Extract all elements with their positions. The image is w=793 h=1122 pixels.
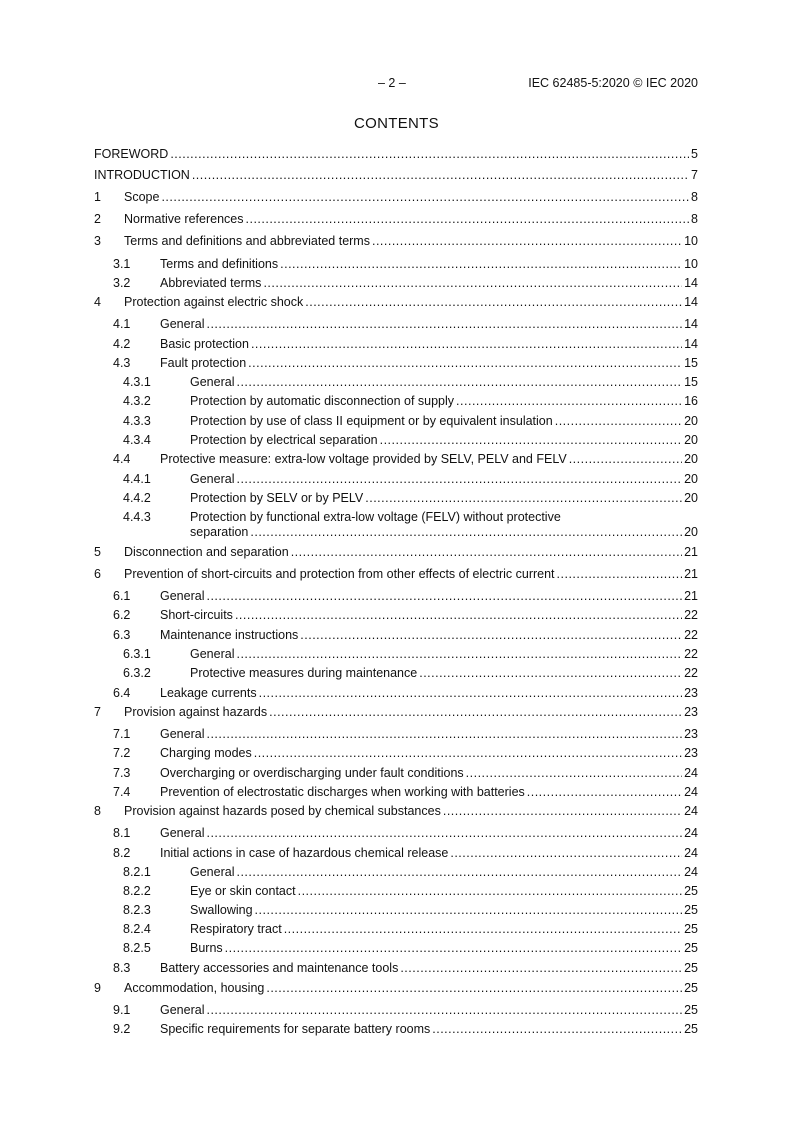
toc-entry-page: 24 (684, 846, 698, 860)
dot-leader (254, 746, 682, 761)
dot-leader (432, 1022, 682, 1037)
toc-entry-number: 2 (94, 212, 101, 226)
toc-entry-number: 6 (94, 567, 101, 581)
toc-entry-page: 20 (684, 414, 698, 428)
toc-entry-page: 25 (684, 941, 698, 955)
toc-entry[interactable] (94, 903, 698, 918)
toc-entry-number: 5 (94, 545, 101, 559)
toc-entry-page: 21 (684, 589, 698, 603)
toc-entry[interactable] (94, 356, 698, 371)
dot-leader (269, 705, 682, 720)
dot-leader (557, 567, 683, 582)
toc-entry-number: 8.3 (113, 961, 131, 975)
toc-entry-number: 7.1 (113, 727, 131, 741)
toc-entry-number: 8.2.1 (123, 865, 151, 879)
toc-entry[interactable] (94, 190, 698, 205)
toc-entry-page: 24 (684, 826, 698, 840)
dot-leader (206, 589, 682, 604)
toc-entry[interactable] (94, 727, 698, 742)
toc-entry-number: 6.2 (113, 608, 131, 622)
toc-entry-page: 25 (684, 922, 698, 936)
dot-leader (236, 865, 682, 880)
toc-entry-page: 7 (691, 168, 698, 182)
toc-entry-title: FOREWORD (94, 147, 169, 161)
toc-entry-number: 1 (94, 190, 101, 204)
toc-entry-title: General (160, 589, 205, 603)
toc-entry-title: Protection by electrical separation (190, 433, 378, 447)
toc-entry-number: 3 (94, 234, 101, 248)
dot-leader (246, 212, 690, 227)
toc-entry[interactable] (94, 941, 698, 956)
toc-entry[interactable] (94, 826, 698, 841)
toc-entry-page: 25 (684, 884, 698, 898)
toc-entry-title: Charging modes (160, 746, 252, 760)
toc-entry[interactable] (94, 589, 698, 604)
dot-leader (280, 257, 682, 272)
toc-entry[interactable] (94, 212, 698, 227)
toc-entry[interactable] (94, 628, 698, 643)
toc-entry[interactable] (94, 276, 698, 291)
dot-leader (291, 545, 682, 560)
dot-leader (170, 147, 689, 162)
toc-entry[interactable] (94, 147, 698, 162)
toc-entry-title: General (190, 865, 235, 879)
toc-entry-page: 24 (684, 804, 698, 818)
toc-entry-number: 7.4 (113, 785, 131, 799)
toc-entry-page: 24 (684, 865, 698, 879)
toc-entry-title: Terms and definitions and abbreviated terms (124, 234, 370, 248)
toc-entry[interactable] (94, 414, 698, 429)
toc-entry-title: General (160, 727, 205, 741)
toc-entry-title: Specific requirements for separate battery rooms (160, 1022, 431, 1036)
toc-entry-title: INTRODUCTION (94, 168, 190, 182)
toc-entry-page: 23 (684, 727, 698, 741)
toc-entry-number: 8.2.2 (123, 884, 151, 898)
toc-entry[interactable] (94, 608, 698, 623)
toc-entry[interactable] (94, 433, 698, 448)
toc-entry-page: 14 (684, 276, 698, 290)
toc-entry[interactable] (94, 452, 698, 467)
dot-leader (225, 941, 682, 956)
toc-entry-number: 8.2.4 (123, 922, 151, 936)
toc-entry-title: Protection by use of class II equipment or by equivalent insulation (190, 414, 553, 428)
dot-leader (235, 608, 682, 623)
toc-entry-page: 14 (684, 317, 698, 331)
toc-entry-title: Scope (124, 190, 160, 204)
toc-entry-title: Protection by automatic disconnection of supply (190, 394, 455, 408)
toc-entry[interactable] (94, 865, 698, 880)
toc-entry[interactable] (94, 981, 698, 996)
dot-leader (372, 234, 682, 249)
dot-leader (206, 317, 682, 332)
toc-entry-page: 22 (684, 647, 698, 661)
toc-entry-title: General (190, 375, 235, 389)
toc-entry-number: 8.1 (113, 826, 131, 840)
toc-entry-title: Overcharging or overdischarging under fault conditions (160, 766, 464, 780)
toc-entry-number: 4.4.2 (123, 491, 151, 505)
toc-entry[interactable] (94, 804, 698, 819)
toc-entry-page: 10 (684, 234, 698, 248)
toc-entry-number: 4.3 (113, 356, 131, 370)
toc-entry[interactable] (94, 961, 698, 976)
toc-entry-number: 8 (94, 804, 101, 818)
toc-entry-title: Disconnection and separation (124, 545, 289, 559)
toc-entry[interactable] (94, 766, 698, 781)
toc-entry-page: 22 (684, 666, 698, 680)
dot-leader (250, 525, 682, 540)
toc-entry-title: Fault protection (160, 356, 247, 370)
toc-entry-page: 23 (684, 705, 698, 719)
dot-leader (466, 766, 682, 781)
toc-entry-page: 15 (684, 375, 698, 389)
dot-leader (206, 1003, 682, 1018)
toc-entry[interactable] (94, 510, 698, 540)
dot-leader (569, 452, 682, 467)
toc-entry-number: 4.4.3 (123, 510, 151, 524)
toc-entry[interactable] (94, 746, 698, 761)
toc-entry[interactable] (94, 922, 698, 937)
toc-entry-page: 20 (684, 491, 698, 505)
dot-leader (206, 826, 682, 841)
toc-entry-page: 5 (691, 147, 698, 161)
toc-entry-title: Accommodation, housing (124, 981, 265, 995)
toc-entry-number: 6.3 (113, 628, 131, 642)
dot-leader (555, 414, 682, 429)
page-number: – 2 – (378, 76, 406, 90)
toc-entry-page: 8 (691, 190, 698, 204)
toc-entry-page: 15 (684, 356, 698, 370)
toc-entry-number: 4.3.4 (123, 433, 151, 447)
toc-entry-title: Protective measures during maintenance (190, 666, 418, 680)
toc-entry-title: Basic protection (160, 337, 249, 351)
toc-entry-title: Swallowing (190, 903, 253, 917)
toc-entry-page: 22 (684, 628, 698, 642)
toc-entry-number: 4.3.2 (123, 394, 151, 408)
toc-entry-number: 7.3 (113, 766, 131, 780)
toc-entry-title: Prevention of electrostatic discharges when working with batteries (160, 785, 525, 799)
toc-entry-title: Initial actions in case of hazardous chemical release (160, 846, 449, 860)
toc-entry-title: Provision against hazards (124, 705, 268, 719)
toc-entry-title: General (190, 647, 235, 661)
toc-entry-title: Battery accessories and maintenance tools (160, 961, 399, 975)
dot-leader (236, 375, 682, 390)
toc-entry-number: 7.2 (113, 746, 131, 760)
toc-entry-title: Abbreviated terms (160, 276, 262, 290)
toc-entry-number: 8.2 (113, 846, 131, 860)
toc-entry-number: 4.4.1 (123, 472, 151, 486)
dot-leader (248, 356, 682, 371)
toc-entry-number: 4.3.1 (123, 375, 151, 389)
toc-entry[interactable] (94, 257, 698, 272)
toc-entry-page: 14 (684, 295, 698, 309)
dot-leader (527, 785, 682, 800)
toc-entry-number: 4.2 (113, 337, 131, 351)
toc-entry-title: Prevention of short-circuits and protection from other effects of electric current (124, 567, 555, 581)
toc-entry-number: 8.2.3 (123, 903, 151, 917)
toc-entry[interactable] (94, 234, 698, 249)
dot-leader (161, 190, 689, 205)
dot-leader (305, 295, 682, 310)
toc-entry[interactable] (94, 1003, 698, 1018)
toc-entry-title: General (190, 472, 235, 486)
toc-entry-page: 24 (684, 785, 698, 799)
toc-entry-page: 10 (684, 257, 698, 271)
toc-entry-page: 22 (684, 608, 698, 622)
dot-leader (365, 491, 682, 506)
dot-leader (450, 846, 682, 861)
toc-entry-page: 25 (684, 961, 698, 975)
toc-entry-page: 20 (684, 525, 698, 539)
toc-entry-number: 8.2.5 (123, 941, 151, 955)
dot-leader (300, 628, 682, 643)
toc-entry-number: 6.4 (113, 686, 131, 700)
toc-entry[interactable] (94, 666, 698, 681)
dot-leader (251, 337, 682, 352)
dot-leader (236, 647, 682, 662)
dot-leader (284, 922, 682, 937)
toc-entry-number: 6.1 (113, 589, 131, 603)
dot-leader (266, 981, 682, 996)
toc-entry-page: 21 (684, 567, 698, 581)
toc-entry-number: 4 (94, 295, 101, 309)
toc-entry[interactable] (94, 375, 698, 390)
toc-entry-number: 4.4 (113, 452, 131, 466)
toc-entry[interactable] (94, 317, 698, 332)
toc-entry[interactable] (94, 472, 698, 487)
toc-entry[interactable] (94, 647, 698, 662)
toc-entry[interactable] (94, 337, 698, 352)
dot-leader (380, 433, 682, 448)
toc-entry-number: 4.3.3 (123, 414, 151, 428)
toc-entry-title: Protection by SELV or by PELV (190, 491, 364, 505)
toc-entry-title: Maintenance instructions (160, 628, 299, 642)
toc-entry-page: 23 (684, 746, 698, 760)
toc-entry-title: Provision against hazards posed by chemical substances (124, 804, 441, 818)
toc-entry[interactable] (94, 545, 698, 560)
toc-entry-page: 23 (684, 686, 698, 700)
toc-entry-page: 25 (684, 903, 698, 917)
toc-entry-page: 21 (684, 545, 698, 559)
toc-entry-number: 6.3.2 (123, 666, 151, 680)
toc-entry-page: 20 (684, 433, 698, 447)
dot-leader (192, 168, 689, 183)
toc-entry-number: 7 (94, 705, 101, 719)
dot-leader (456, 394, 682, 409)
toc-entry-title: Short-circuits (160, 608, 233, 622)
toc-entry-title: Protective measure: extra-low voltage provided by SELV, PELV and FELV (160, 452, 567, 466)
dot-leader (263, 276, 682, 291)
toc-entry-title: Terms and definitions (160, 257, 279, 271)
toc-entry-number: 9.2 (113, 1022, 131, 1036)
dot-leader (443, 804, 682, 819)
toc-entry-number: 4.1 (113, 317, 131, 331)
toc-entry[interactable] (94, 394, 698, 409)
toc-entry-number: 3.2 (113, 276, 131, 290)
dot-leader (298, 884, 682, 899)
toc-entry[interactable] (94, 295, 698, 310)
toc-entry-title: Normative references (124, 212, 244, 226)
toc-entry-page: 24 (684, 766, 698, 780)
toc-entry-title: Eye or skin contact (190, 884, 296, 898)
document-reference: IEC 62485-5:2020 © IEC 2020 (528, 76, 698, 90)
toc-entry[interactable] (94, 846, 698, 861)
toc-entry[interactable] (94, 491, 698, 506)
toc-entry[interactable] (94, 168, 698, 183)
toc-entry-title-continued: separation (190, 525, 249, 539)
toc-entry-page: 16 (684, 394, 698, 408)
toc-entry-title: Burns (190, 941, 223, 955)
toc-entry-title: General (160, 1003, 205, 1017)
toc-entry-page: 25 (684, 1003, 698, 1017)
toc-entry-number: 6.3.1 (123, 647, 151, 661)
toc-entry-page: 20 (684, 452, 698, 466)
toc-entry-number: 9 (94, 981, 101, 995)
toc-entry-page: 8 (691, 212, 698, 226)
dot-leader (206, 727, 682, 742)
toc-entry-number: 9.1 (113, 1003, 131, 1017)
dot-leader (236, 472, 682, 487)
toc-entry-title: General (160, 826, 205, 840)
toc-entry[interactable] (94, 1022, 698, 1037)
toc-entry-page: 20 (684, 472, 698, 486)
toc-entry-title: General (160, 317, 205, 331)
dot-leader (255, 903, 683, 918)
toc-entry-title: Respiratory tract (190, 922, 282, 936)
toc-entry-title: Protection by functional extra-low voltage (FELV) without protective (190, 510, 561, 524)
toc-entry[interactable] (94, 785, 698, 800)
toc-entry-title: Leakage currents (160, 686, 257, 700)
toc-entry-page: 14 (684, 337, 698, 351)
toc-entry[interactable] (94, 884, 698, 899)
toc-entry-page: 25 (684, 1022, 698, 1036)
toc-entry-page: 25 (684, 981, 698, 995)
toc-entry[interactable] (94, 567, 698, 582)
dot-leader (400, 961, 682, 976)
toc-entry-number: 3.1 (113, 257, 131, 271)
page-title: CONTENTS (354, 115, 439, 132)
toc-entry[interactable] (94, 705, 698, 720)
toc-entry[interactable] (94, 686, 698, 701)
toc-entry-title: Protection against electric shock (124, 295, 304, 309)
dot-leader (419, 666, 682, 681)
dot-leader (259, 686, 683, 701)
